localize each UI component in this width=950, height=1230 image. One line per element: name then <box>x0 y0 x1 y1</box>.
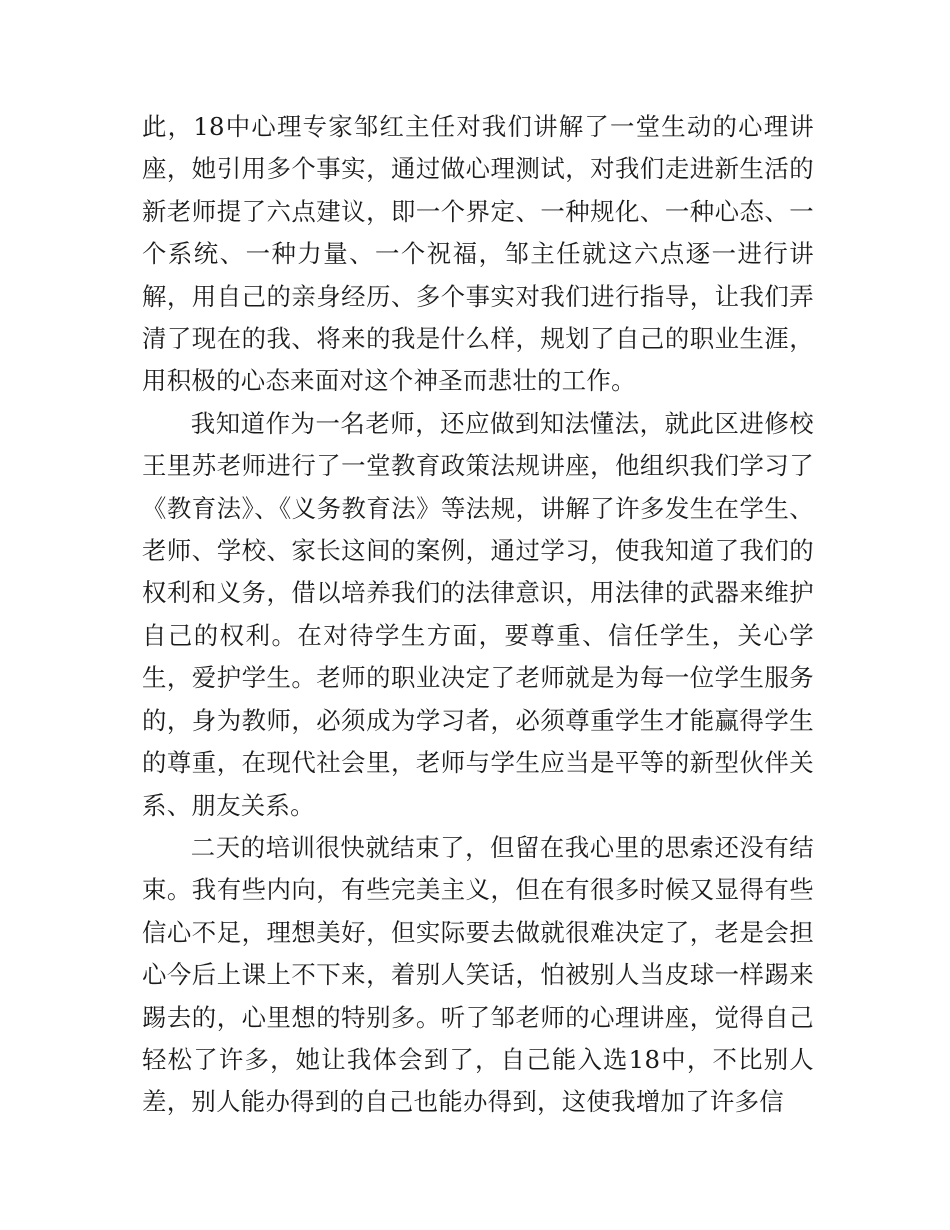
paragraph-2: 我知道作为一名老师，还应做到知法懂法，就此区进修校王里苏老师进行了一堂教育政策法规讲座，他组织我们学习了《教育法》、《义务教育法》等法规，讲解了许多发生在学生、老师、学校、家长这间的案例，通过学习，使我知道了我们的权利和义务，借以培养我们的法律意识，用法律的武器来维护自己的权利。在对待学生方面，要尊重、信任学生，关心学生，爱护学生。老师的职业决定了老师就是为每一位学生服务的，身为教师，必须成为学习者，必须尊重学生才能赢得学生的尊重，在现代社会里，老师与学生应当是平等的新型伙伴关系、朋友关系。 <box>142 408 814 820</box>
paragraph-3: 二天的培训很快就结束了，但留在我心里的思索还没有结束。我有些内向，有些完美主义，但在有很多时候又显得有些信心不足，理想美好，但实际要去做就很难决定了，老是会担心今后上课上不下来，着别人笑话，怕被别人当皮球一样踢来踢去的，心里想的特别多。听了邹老师的心理讲座，觉得自己轻松了许多，她让我体会到了，自己能入选18中，不比别人差，别人能办得到的自己也能办得到，这使我增加了许多信 <box>142 832 814 1117</box>
paragraph-1: 此，18中心理专家邹红主任对我们讲解了一堂生动的心理讲座，她引用多个事实，通过做心理测试，对我们走进新生活的新老师提了六点建议，即一个界定、一种规化、一种心态、一个系统、一种力量、一个祝福，邹主任就这六点逐一进行讲解，用自己的亲身经历、多个事实对我们进行指导，让我们弄清了现在的我、将来的我是什么样，规划了自己的职业生涯，用积极的心态来面对这个神圣而悲壮的工作。 <box>142 112 814 396</box>
document-body <box>142 106 814 1124</box>
